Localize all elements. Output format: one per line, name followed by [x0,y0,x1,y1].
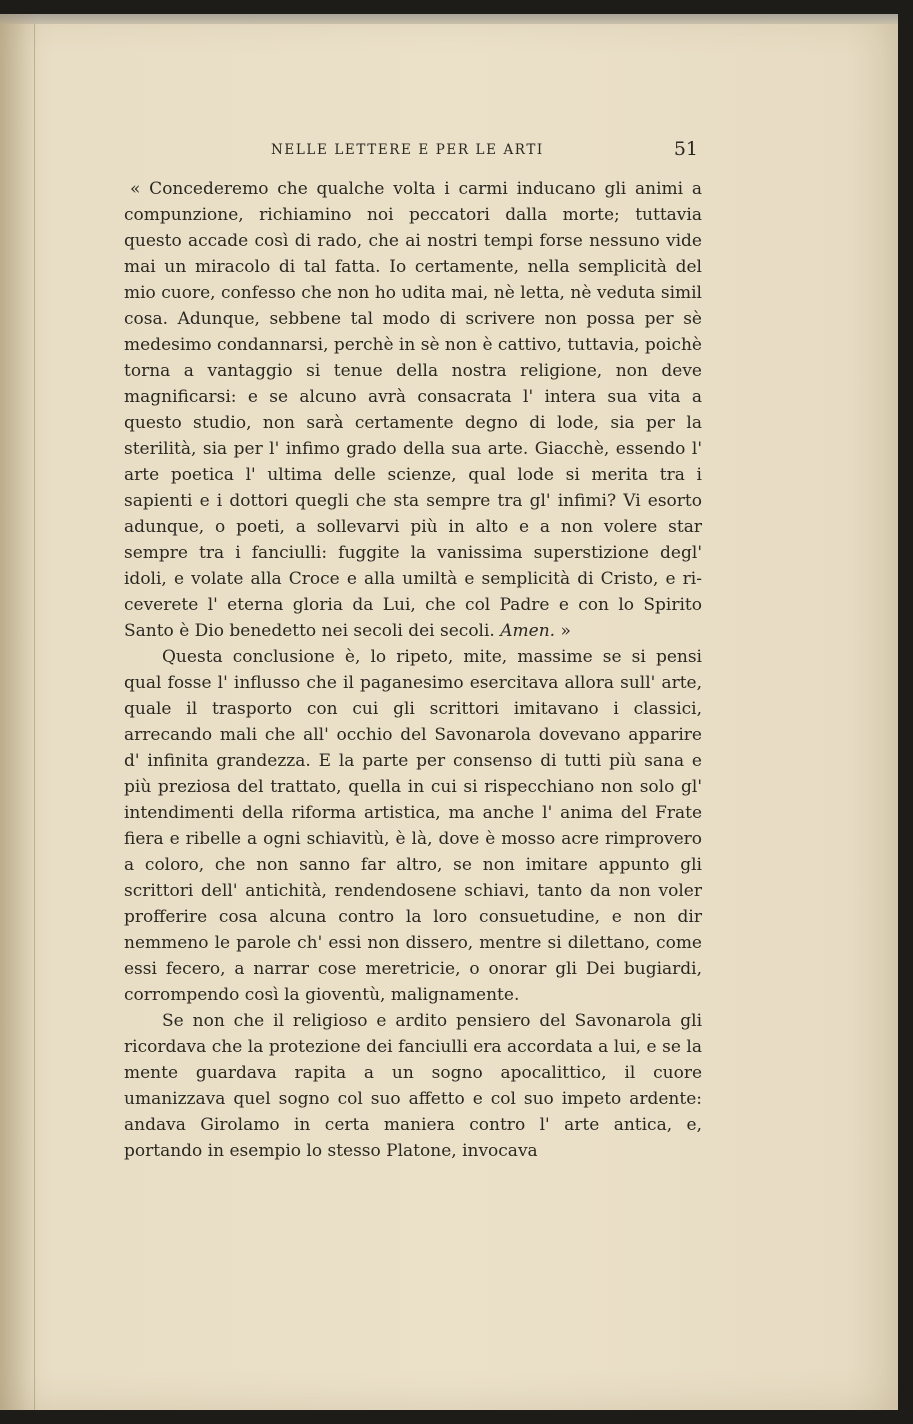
page-number: 51 [673,138,698,160]
running-head [125,138,700,162]
body-text [124,176,702,1164]
binding-fold-line [34,24,35,1410]
paragraph-conclusion: Questa conclusione è, lo ripeto, mite, massime se si pensi qual fosse l' influsso che il paganesimo esercitava allora sull' arte, quale il trasporto con cui gli scrittori imitavano i classici, arrecando mali che all' occhio del Savonarola dovevano apparire d' infinita grandezza. E la parte per consenso di tutti più sana e più preziosa del trattato, quella in cui si rispecchiano non solo gl' intendimenti della riforma artistica, ma anche l' anima del Frate fiera e ribelle a ogni schiavitù, è là, dove è mosso acre rimprovero a coloro, che non sanno far altro, se non imitare appunto gli scrittori dell' antichità, rendendosene schiavi, tanto da non voler profferire cosa alcuna contro la loro consuetudine, e non dir nemmeno le parole ch' essi non dissero, mentre si dilettano, come essi fecero, a narrar cose meretricie, o onorar gli Dei bugiardi, corrompendo così la gioventù, malignamente. [124,647,702,1005]
running-head-title: NELLE LETTERE E PER LE ARTI [271,142,544,158]
amen-italic: Amen. [500,621,556,641]
paragraph-quotation [124,176,702,644]
closing-guillemet: » [555,621,571,641]
page-top-edge [0,14,898,24]
paragraph-quotation-text: « Concederemo che qualche volta i carmi inducano gli animi a compunzione, richiamino noi peccatori dalla morte; tuttavia questo accade così di rado, che ai nostri tempi forse nessuno vide mai un miracolo di tal fatta. Io certamente, nella semplicità del mio cuore, confesso che non ho udita mai, nè letta, nè veduta simil cosa. Adunque, sebbene tal modo di scrivere non possa per sè medesimo condannarsi, perchè in sè non è cattivo, tuttavia, poichè torna a vantaggio si tenue della nostra religione, non deve magnificarsi: e se alcuno avrà consacrata l' intera sua vita a questo studio, non sarà certamente degno di lode, sia per la sterilità, sia per l' infimo grado della sua arte. Giacchè, essendo l' arte poetica l' ultima delle scienze, qual lode si merita tra i sapienti e i dottori quegli che sta sempre tra gl' infimi? Vi esorto adunque, o poeti, a sollevarvi più in alto e a non volere star sempre tra i fanciulli: fuggite la vanissima superstizione degl' idoli, e volate alla Croce e alla umiltà e semplicità di Cristo, e riceverete l' eterna gloria da Lui, che col Padre e con lo Spirito Santo è Dio benedetto nei secoli dei secoli. [124,179,702,641]
paragraph-savonarola: Se non che il religioso e ardito pensiero del Savonarola gli ricordava che la protezione dei fanciulli era accordata a lui, e se la mente guardava rapita a un sogno apocalittico, il cuore umanizzava quel sogno col suo affetto e col suo impeto ardente: andava Girolamo in certa maniera contro l' arte antica, e, portando in esempio lo stesso Platone, invocava [124,1011,702,1161]
